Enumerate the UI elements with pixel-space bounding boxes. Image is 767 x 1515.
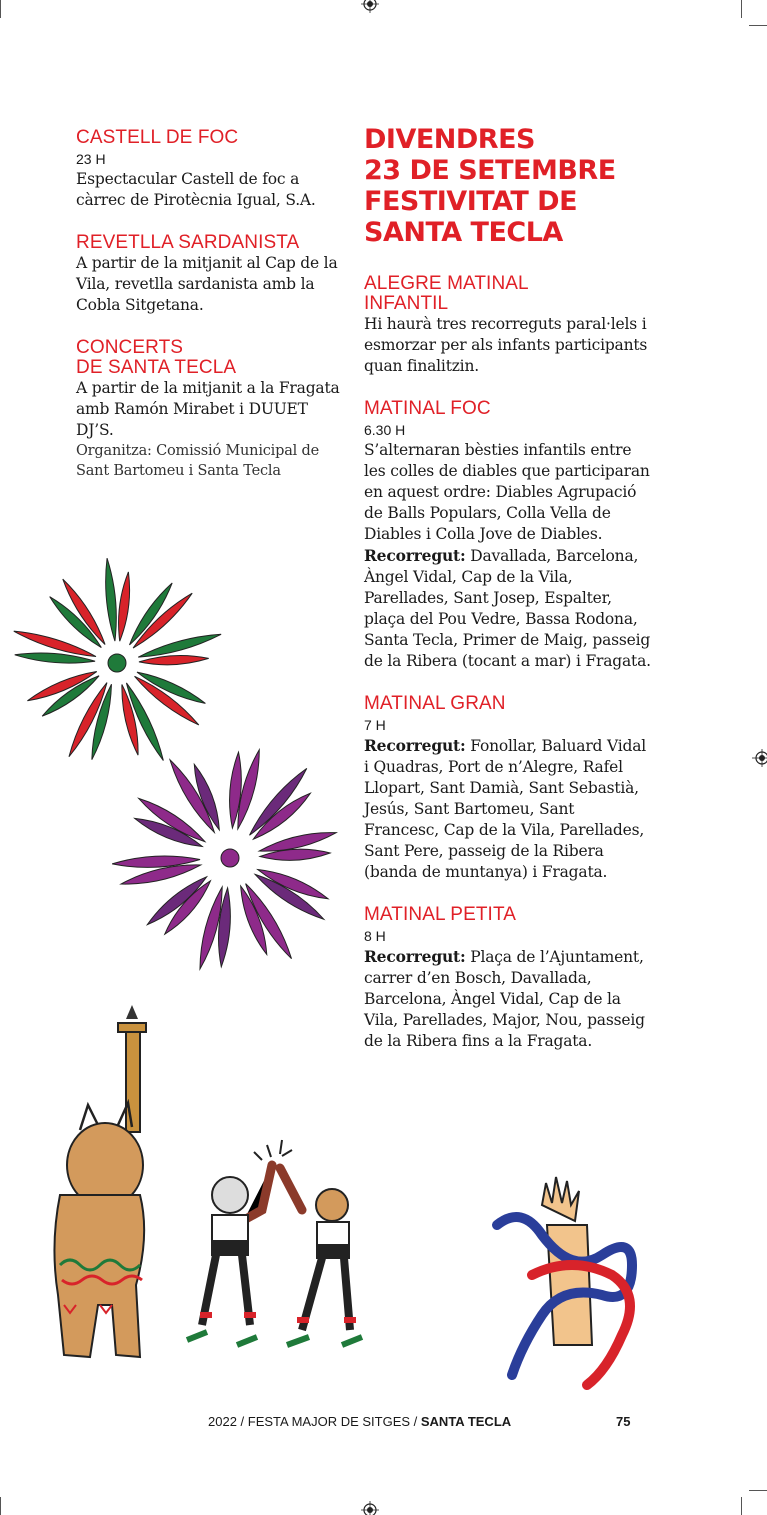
day-title-line: FESTIVITAT DE — [364, 186, 578, 217]
page-footer — [208, 1414, 638, 1429]
day-title-line: 23 DE SETEMBRE — [364, 155, 616, 186]
crop-mark-top-right — [741, 0, 742, 18]
crop-mark-right-bottom — [749, 1490, 767, 1491]
route-text: Fonollar, Baluard Vidal i Quadras, Port de n’Alegre, Rafel Llopart, Sant Damià, Sant Sebastià, Jesús, Sant Bartomeu, Sant Francesc, Cap de la Vila, Parellades, Sant Pere, passeig de la Ribera (banda de muntanya) i Fragata. — [364, 737, 646, 881]
section-title: MATINAL GRAN — [364, 693, 506, 714]
crop-mark-top-left — [0, 0, 1, 18]
section-body — [364, 440, 654, 672]
section-body: Espectacular Castell de foc a càrrec de Pirotècnia Igual, S.A. — [76, 170, 316, 209]
section-title — [76, 338, 344, 378]
firework-drawing-purple — [100, 728, 350, 988]
firework-petal — [139, 655, 209, 664]
firework-petal — [138, 634, 221, 657]
section-title: MATINAL FOC — [364, 398, 491, 419]
firework-petal — [106, 558, 117, 641]
section-title: REVETLLA SARDANISTA — [76, 232, 300, 253]
section-time: 8 H — [364, 928, 386, 944]
section-castell-de-foc — [76, 128, 344, 211]
page-number: 75 — [616, 1414, 631, 1429]
left-column — [76, 128, 344, 503]
route-label: Recorregut: — [364, 736, 466, 755]
section-title: MATINAL PETITA — [364, 904, 517, 925]
section-matinal-petita — [364, 905, 654, 1052]
section-title-line: INFANTIL — [364, 293, 449, 314]
section-revetlla-sardanista — [76, 233, 344, 316]
section-concerts-santa-tecla — [76, 338, 344, 481]
route-label: Recorregut: — [364, 947, 466, 966]
day-title-line: SANTA TECLA — [364, 217, 563, 248]
day-title-line: DIVENDRES — [364, 124, 535, 155]
footer-strong: SANTA TECLA — [420, 1414, 512, 1429]
route-text: Davallada, Barcelona, Àngel Vidal, Cap de la Vila, Parellades, Sant Josep, Espalter, plaça del Pou Vedre, Bassa Rodona, Santa Tecla, Primer de Maig, passeig de la Ribera (tocant a mar) i Fragata. — [364, 547, 651, 670]
firework-petal — [119, 572, 130, 641]
section-matinal-gran — [364, 694, 654, 883]
section-time: 7 H — [364, 717, 386, 733]
crop-mark-right-top — [749, 25, 767, 26]
route-text: Plaça de l’Ajuntament, carrer d’en Bosch, Davallada, Barcelona, Àngel Vidal, Cap de la Vila, Parellades, Major, Nou, passeig de la Ribera fins a la Fragata. — [364, 948, 645, 1050]
devil-figure-drawing — [40, 1005, 180, 1370]
registration-mark-icon — [361, 1500, 379, 1515]
section-title-line: ALEGRE MATINAL — [364, 273, 529, 294]
section-time: 23 H — [76, 151, 106, 167]
section-body: Hi haurà tres recorreguts paral·lels i esmorzar per als infants participants quan finalitzin. — [364, 315, 648, 375]
organizer-note: Organitza: Comissió Municipal de Sant Bartomeu i Santa Tecla — [76, 443, 319, 479]
section-body — [364, 946, 654, 1052]
section-body: A partir de la mitjanit al Cap de la Vila, revetlla sardanista amb la Cobla Sitgetana. — [76, 254, 338, 314]
footer-text: 2022 / FESTA MAJOR DE SITGES / — [208, 1414, 421, 1429]
crop-mark-bottom-left — [0, 1497, 1, 1515]
right-column — [364, 124, 654, 1074]
firework-center — [108, 654, 126, 672]
section-alegre-matinal — [364, 274, 654, 377]
crop-mark-bottom-right — [741, 1497, 742, 1515]
section-matinal-foc — [364, 399, 654, 672]
day-title — [364, 124, 654, 248]
registration-mark-icon — [752, 749, 767, 767]
section-body — [364, 735, 654, 883]
arm-ribbon-drawing — [492, 1175, 652, 1395]
section-title-line: DE SANTA TECLA — [76, 357, 237, 378]
castellers-drawing — [172, 1140, 372, 1365]
firework-center — [221, 849, 239, 867]
firework-petal — [121, 865, 201, 884]
section-body: A partir de la mitjanit a la Fragata amb Ramón Mirabet i DUUET DJ’S. — [76, 379, 340, 439]
firework-petal — [259, 833, 336, 852]
section-body-text: S’alternaran bèsties infantils entre les colles de diables que participaran en aquest ordre: Diables Agrupació de Balls Populars, Colla Vella de Diables i Colla Jove de Diables. — [364, 441, 650, 543]
section-title — [364, 274, 654, 314]
registration-mark-icon — [361, 0, 379, 14]
section-title: CASTELL DE FOC — [76, 127, 239, 148]
section-time: 6.30 H — [364, 422, 406, 438]
section-title-line: CONCERTS — [76, 337, 184, 358]
route-label: Recorregut: — [364, 546, 466, 565]
